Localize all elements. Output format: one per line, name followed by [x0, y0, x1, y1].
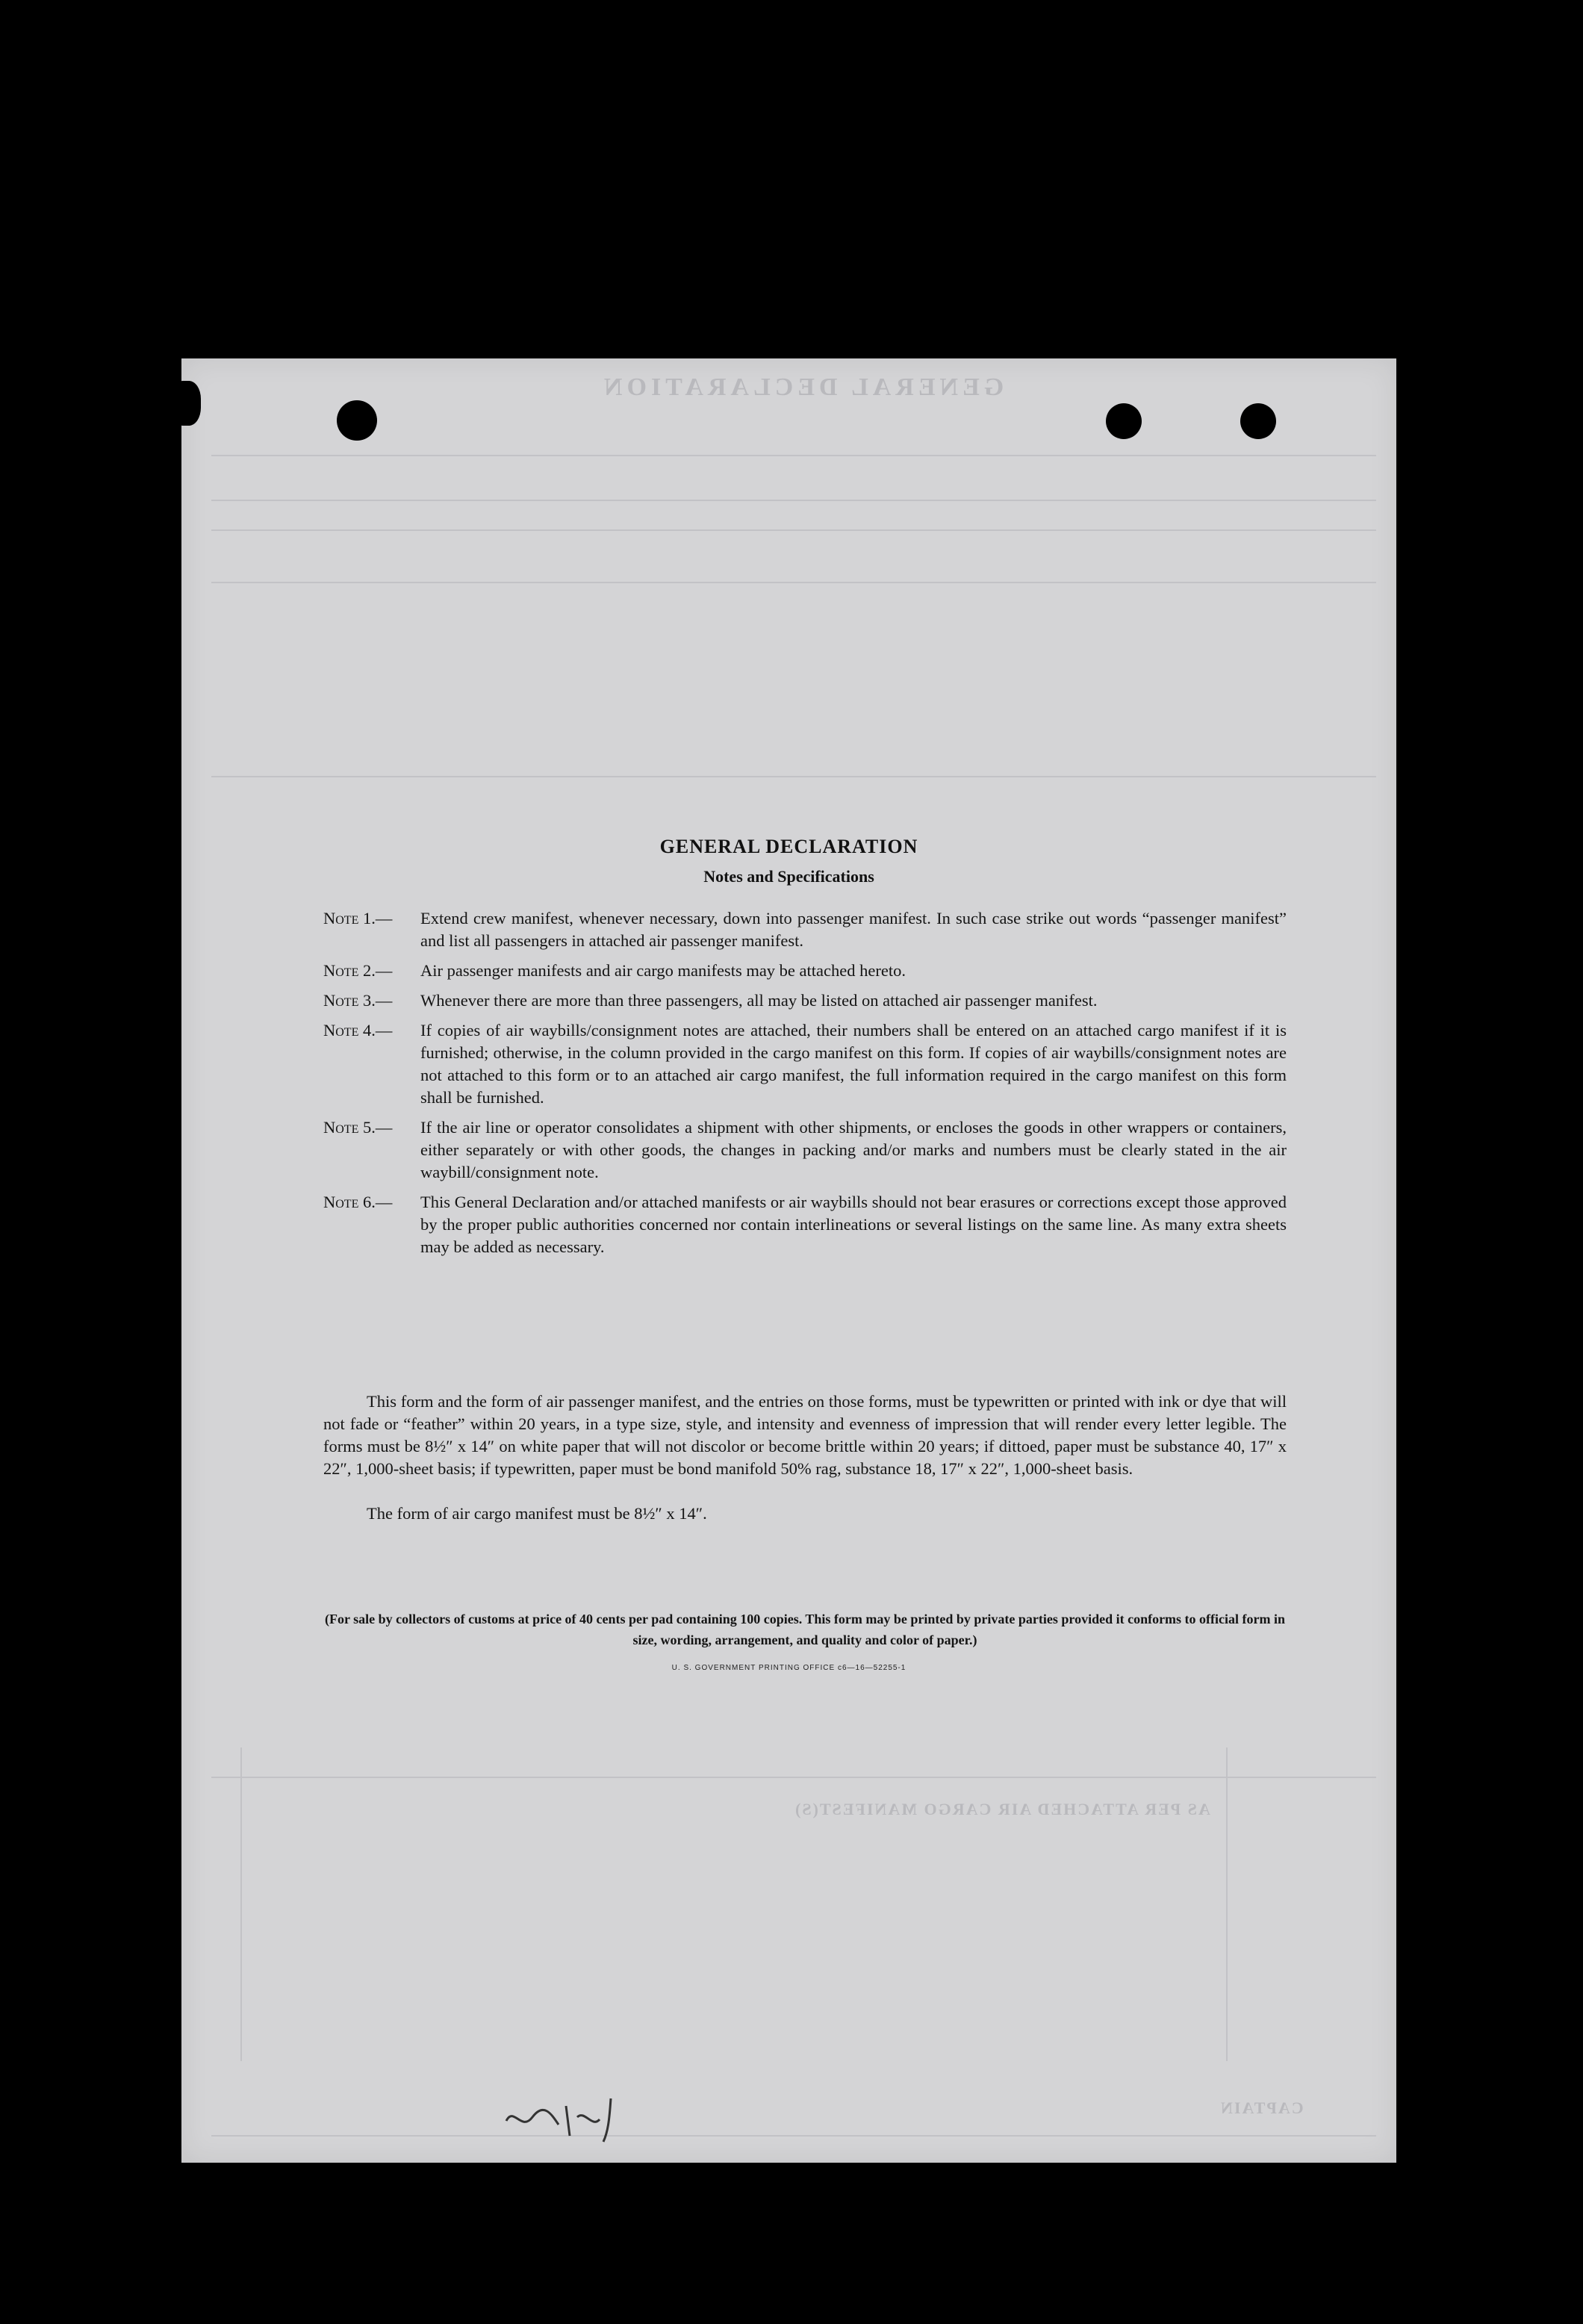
note-label: Note 2.— [323, 961, 393, 980]
note-label: Note 5.— [323, 1118, 393, 1137]
note-text: If copies of air waybills/consignment notes are attached, their numbers shall be entered on an attached cargo manifest if it is furnished; otherwise, in the column provided in the cargo manifest on this form. If copies of air waybills/consignment notes are not attached to this form or to an attached air cargo manifest, the full information required in the cargo manifest on this form shall be furnished. [420, 1021, 1287, 1107]
page-title: GENERAL DECLARATION [659, 836, 918, 857]
form-requirements-paragraph: This form and the form of air passenger manifest, and the entries on those forms, must be typewritten or printed with ink or dye that will not fade or “feather” within 20 years, in a type size, style, and intensity and evenness of impression that will render every letter legible. The forms must be 8½″ x 14″ on white paper that will not discolor or become brittle within 20 years; if dittoed, paper must be substance 40, 17″ x 22″, 1,000-sheet basis; if typewritten, paper must be bond manifold 50% rag, substance 18, 17″ x 22″, 1,000-sheet basis. [323, 1392, 1287, 1478]
note-label: Note 1.— [323, 909, 393, 928]
notes-list [323, 907, 1287, 1266]
note-text: This General Declaration and/or attached manifests or air waybills should not bear erasures or corrections except those approved by the proper public authorities concerned nor contain interlineations or several listings on the same line. As many extra sheets may be added as necessary. [420, 1193, 1287, 1256]
cargo-manifest-size-note: The form of air cargo manifest must be 8½″ x 14″. [367, 1504, 707, 1523]
note-label: Note 4.— [323, 1021, 393, 1040]
show-through-captain: CAPTAIN [1219, 2098, 1304, 2117]
note-1 [323, 907, 1287, 952]
show-through-header: GENERAL DECLARATION [600, 373, 1004, 401]
note-2 [323, 960, 1287, 982]
punch-hole-right-1 [1106, 403, 1142, 439]
punch-hole-right-2 [1240, 403, 1276, 439]
note-text: Whenever there are more than three passengers, all may be listed on attached air passenger manifest. [420, 991, 1098, 1010]
note-text: Air passenger manifests and air cargo manifests may be attached hereto. [420, 961, 906, 980]
note-5 [323, 1116, 1287, 1184]
handwritten-signature [499, 2091, 626, 2143]
note-6 [323, 1191, 1287, 1258]
document-page [181, 358, 1396, 2163]
sale-note: (For sale by collectors of customs at price of 40 cents per pad containing 100 copies. This form may be printed by private parties provided it conforms to official form in size, wording, arrangement, and quality and color of paper.) [324, 1612, 1286, 1647]
note-text: Extend crew manifest, whenever necessary, down into passenger manifest. In such case strike out words “passenger manifest” and list all passengers in attached air passenger manifest. [420, 909, 1287, 950]
printer-line: U. S. GOVERNMENT PRINTING OFFICE c6—16—52255-1 [671, 1664, 906, 1672]
note-3 [323, 989, 1287, 1012]
page-subtitle: Notes and Specifications [703, 867, 874, 886]
note-label: Note 3.— [323, 991, 393, 1010]
note-text: If the air line or operator consolidates a shipment with other shipments, or encloses the goods in other wrappers or containers, either separately or with other goods, the changes in packing and/or marks and numbers must be clearly stated in the air waybill/consignment note. [420, 1118, 1287, 1181]
show-through-attached: AS PER ATTACHED AIR CARGO MANIFEST(S) [794, 1800, 1210, 1818]
torn-corner [171, 381, 201, 426]
punch-hole-left [337, 400, 377, 441]
note-label: Note 6.— [323, 1193, 393, 1211]
note-4 [323, 1019, 1287, 1109]
